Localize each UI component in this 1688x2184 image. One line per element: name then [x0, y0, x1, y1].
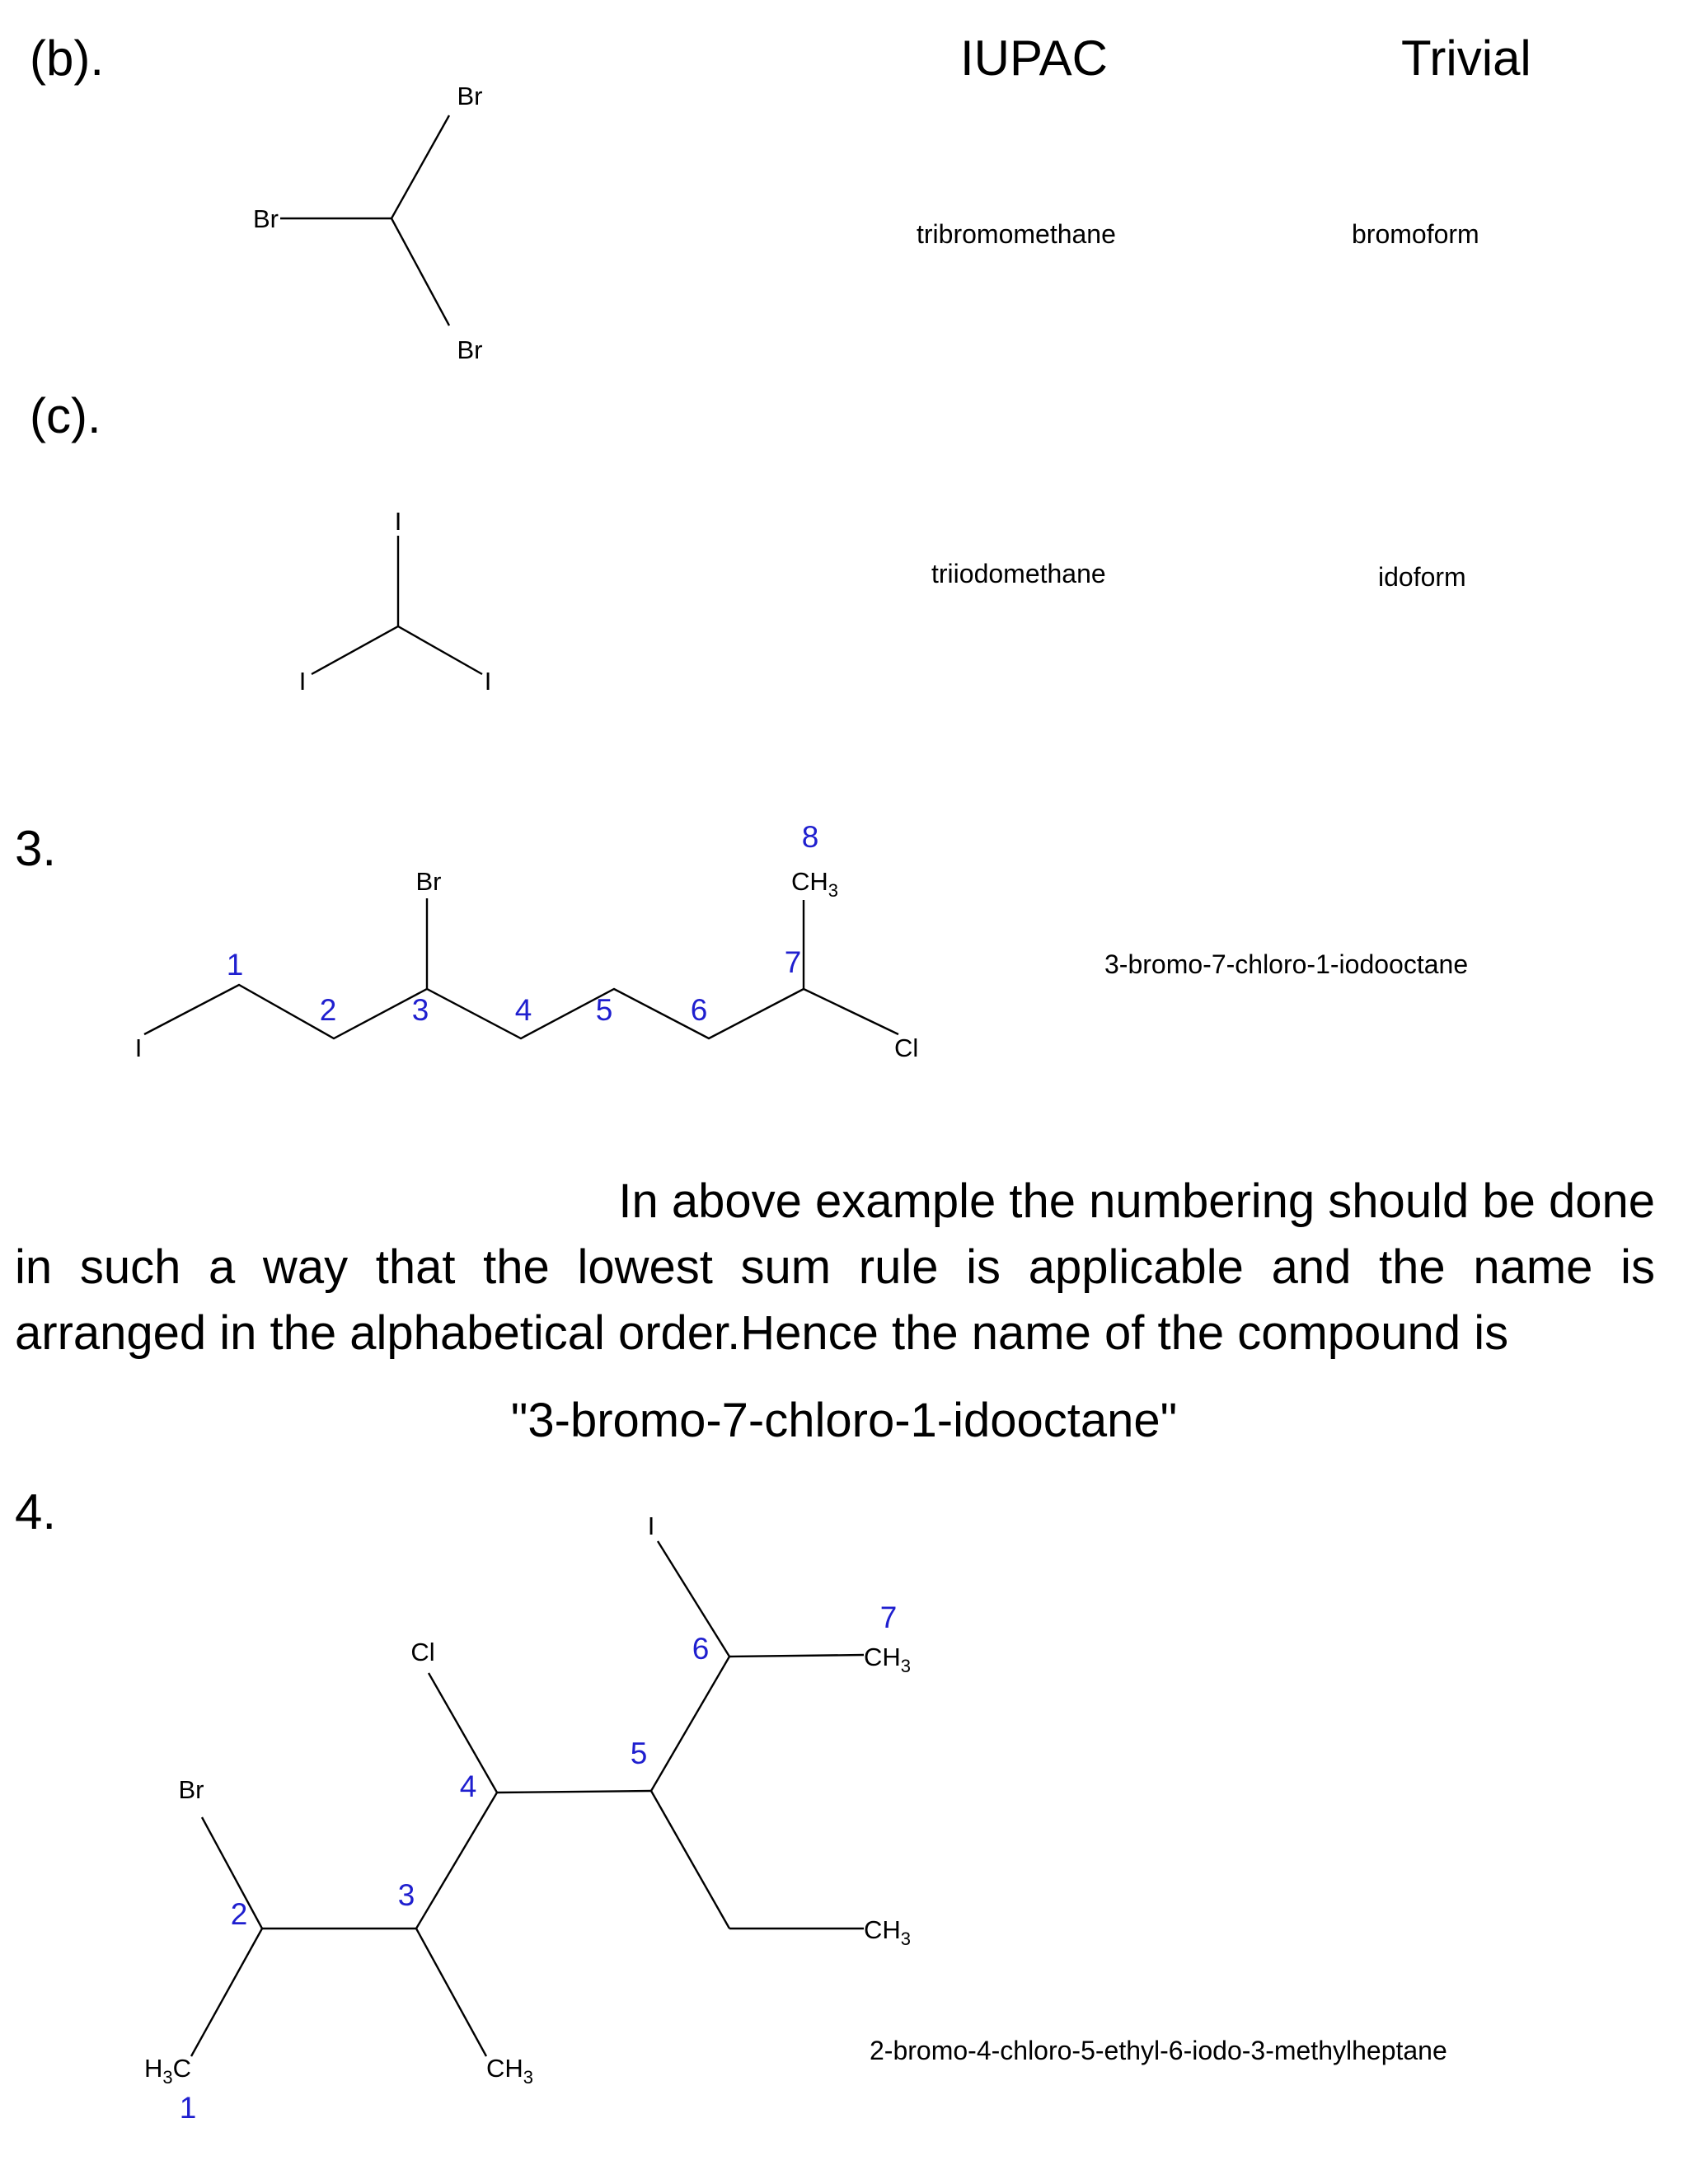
- atom-4-c7-ch3: [864, 1643, 911, 1676]
- atom-c-i-right: I: [484, 667, 492, 696]
- atom-b-br-top: Br: [457, 82, 483, 110]
- atom-4-c3-ch3-main: CH: [486, 2054, 523, 2083]
- locant-3-5: 5: [595, 993, 613, 1027]
- question-3-label: 3.: [15, 821, 57, 876]
- atom-4-i: I: [647, 1511, 655, 1540]
- locant-4-6: 6: [692, 1632, 710, 1666]
- atom-4-cl: Cl: [410, 1638, 435, 1666]
- bond-4-c3-c4: [416, 1793, 497, 1929]
- locant-4-3: 3: [397, 1878, 415, 1912]
- bond-4-c5-c6: [651, 1657, 729, 1791]
- atom-4-c3-ch3-subscript: 3: [523, 2067, 534, 2088]
- atom-3-cl: Cl: [894, 1033, 919, 1062]
- locant-4-4: 4: [459, 1769, 477, 1803]
- bond-4-c5-ethyl-ch2: [651, 1791, 729, 1929]
- locant-3-2: 2: [319, 993, 337, 1027]
- compound-3-quoted-name: "3-bromo-7-chloro-1-idooctane": [510, 1394, 1178, 1447]
- explanation-line-3: arranged in the alphabetical order.Hence the name of the compound is: [15, 1306, 1509, 1360]
- bond-4-c3-ch3: [416, 1929, 486, 2056]
- atom-3-ch3-main: CH: [791, 867, 828, 896]
- bond-b-top: [392, 115, 449, 218]
- iupac-header: IUPAC: [960, 30, 1108, 86]
- trivial-header: Trivial: [1401, 30, 1531, 86]
- compound-c-iupac-name: triiodomethane: [931, 559, 1106, 588]
- locant-3-8: 8: [801, 820, 819, 854]
- locant-3-1: 1: [226, 948, 244, 982]
- atom-3-ch3: [791, 867, 838, 901]
- atom-c-i-top: I: [394, 507, 402, 536]
- explanation-line-1: In above example the numbering should be done: [618, 1174, 1655, 1228]
- section-b-label: (b).: [30, 30, 104, 86]
- compound-4-structure: [144, 1511, 911, 2125]
- compound-c-trivial-name: idoform: [1378, 562, 1466, 592]
- locant-4-1: 1: [179, 2091, 197, 2125]
- locant-3-4: 4: [514, 993, 532, 1027]
- atom-4-c3-ch3: [486, 2054, 533, 2088]
- atom-4-ethyl-ch3: [864, 1915, 911, 1949]
- locant-3-3: 3: [411, 993, 429, 1027]
- atom-b-br-left: Br: [253, 204, 279, 233]
- compound-c-structure: [299, 507, 492, 696]
- compound-b-trivial-name: bromoform: [1352, 219, 1479, 249]
- compound-3-iupac-name: 3-bromo-7-chloro-1-iodooctane: [1104, 949, 1469, 979]
- locant-4-7: 7: [879, 1601, 898, 1634]
- atom-4-ethyl-ch3-main: CH: [864, 1915, 901, 1944]
- atom-4-br: Br: [178, 1775, 204, 1804]
- bond-4-c1-c2: [191, 1929, 262, 2056]
- bond-c-right: [398, 626, 482, 674]
- atom-b-br-bottom: Br: [457, 335, 483, 364]
- bond-c-left: [312, 626, 398, 674]
- atom-4-h3c: [144, 2054, 191, 2088]
- question-4-label: 4.: [15, 1484, 57, 1540]
- compound-b-structure: [253, 82, 483, 364]
- atom-4-h3c-h: H: [144, 2054, 163, 2083]
- explanation-line-2: in such a way that the lowest sum rule is applicable and the name is: [15, 1240, 1655, 1294]
- locant-3-6: 6: [690, 993, 708, 1027]
- atom-4-c7-ch3-subscript: 3: [900, 1656, 912, 1676]
- atom-4-ethyl-ch3-subscript: 3: [900, 1929, 912, 1949]
- locant-4-2: 2: [230, 1897, 248, 1931]
- atom-4-h3c-subscript: 3: [162, 2067, 173, 2088]
- atom-3-br: Br: [415, 867, 442, 896]
- atom-4-c7-ch3-main: CH: [864, 1643, 901, 1671]
- locant-4-5: 5: [630, 1736, 648, 1770]
- atom-c-i-left: I: [298, 667, 307, 696]
- bond-b-bottom: [392, 218, 449, 326]
- locant-3-7: 7: [784, 945, 802, 979]
- compound-3-structure: [135, 820, 919, 1062]
- compound-4-iupac-name: 2-bromo-4-chloro-5-ethyl-6-iodo-3-methylheptane: [870, 2036, 1447, 2065]
- atom-4-h3c-c: C: [172, 2054, 192, 2083]
- bond-4-c4-c5: [497, 1791, 651, 1793]
- atom-3-i: I: [134, 1033, 143, 1062]
- bond-4-c6-c7: [729, 1655, 864, 1657]
- atom-3-ch3-subscript: 3: [828, 880, 839, 901]
- compound-b-iupac-name: tribromomethane: [917, 219, 1116, 249]
- section-c-label: (c).: [30, 388, 101, 443]
